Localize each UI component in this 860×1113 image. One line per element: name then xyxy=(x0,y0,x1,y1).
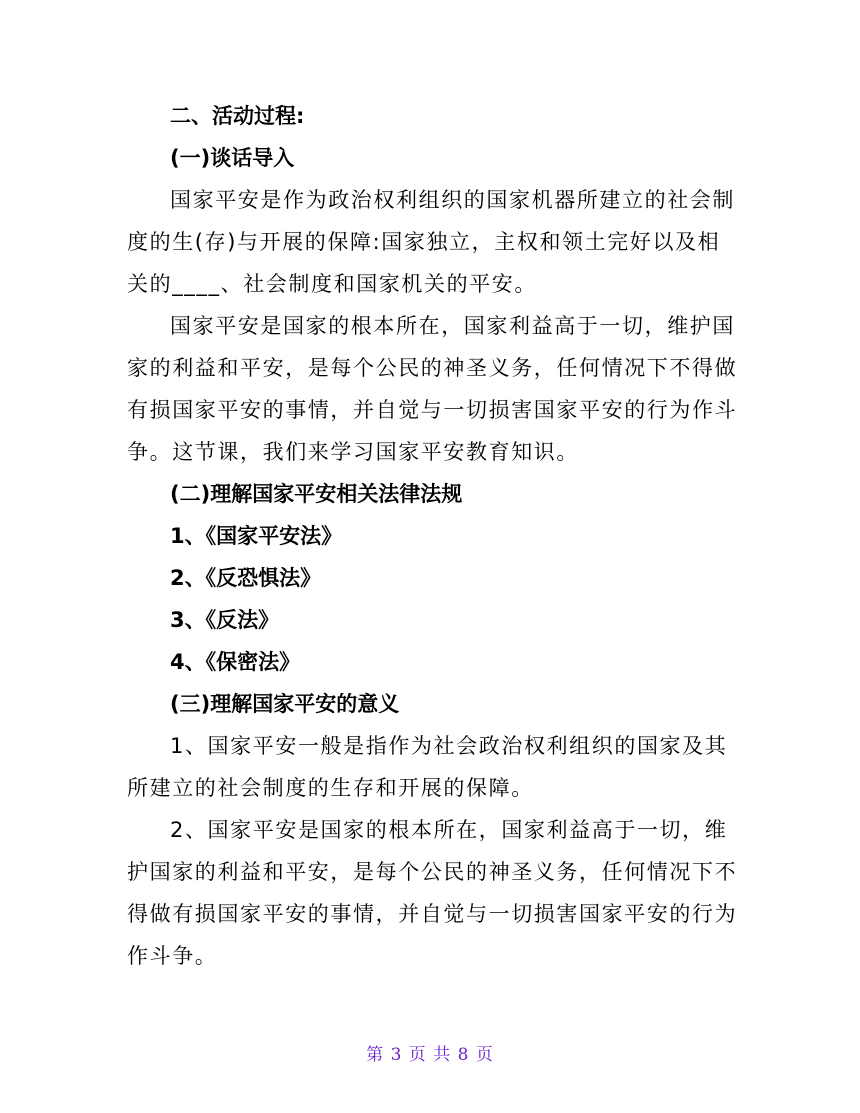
paragraph-meaning-1 xyxy=(127,725,740,809)
subsection-title-meaning: (三)理解国家平安的意义 xyxy=(170,692,400,716)
section-title: 二、活动过程: xyxy=(170,104,305,128)
paragraph-line: 争。这节课，我们来学习国家平安教育知识。 xyxy=(127,440,579,464)
paragraph-line: 国家平安是国家的根本所在，国家利益高于一切，维护国 xyxy=(170,314,735,338)
paragraph-line: 国家平安是作为政治权利组织的国家机器所建立的社会制 xyxy=(170,188,735,212)
paragraph-line: 有损国家平安的事情，并自觉与一切损害国家平安的行为作斗 xyxy=(127,398,738,422)
law-item: 4、《保密法》 xyxy=(170,650,301,674)
law-item: 3、《反法》 xyxy=(170,608,280,632)
law-item: 1、《国家平安法》 xyxy=(170,524,343,548)
paragraph-line: 2、国家平安是国家的根本所在，国家利益高于一切，维 xyxy=(170,818,728,842)
paragraph-line: 关的____、社会制度和国家机关的平安。 xyxy=(127,272,537,296)
paragraph-meaning-2 xyxy=(127,809,740,977)
paragraph-line: 度的生(存)与开展的保障:国家独立，主权和领土完好以及相 xyxy=(127,230,721,254)
paragraph-line: 得做有损国家平安的事情，并自觉与一切损害国家平安的行为 xyxy=(127,902,738,926)
document-body xyxy=(127,95,740,977)
paragraph-line: 家的利益和平安，是每个公民的神圣义务，任何情况下不得做 xyxy=(127,356,738,380)
law-item: 2、《反恐惧法》 xyxy=(170,566,322,590)
subsection-title-intro: (一)谈话导入 xyxy=(170,146,295,170)
paragraph-line: 所建立的社会制度的生存和开展的保障。 xyxy=(127,776,534,800)
paragraph-intro-2 xyxy=(127,305,740,473)
paragraph-intro-1 xyxy=(127,179,740,305)
page-number-footer: 第 3 页 共 8 页 xyxy=(366,1045,494,1065)
paragraph-line: 作斗争。 xyxy=(127,944,218,968)
paragraph-line: 护国家的利益和平安，是每个公民的神圣义务，任何情况下不 xyxy=(127,860,738,884)
paragraph-line: 1、国家平安一般是指作为社会政治权利组织的国家及其 xyxy=(170,734,728,758)
subsection-title-laws: (二)理解国家平安相关法律法规 xyxy=(170,482,463,506)
